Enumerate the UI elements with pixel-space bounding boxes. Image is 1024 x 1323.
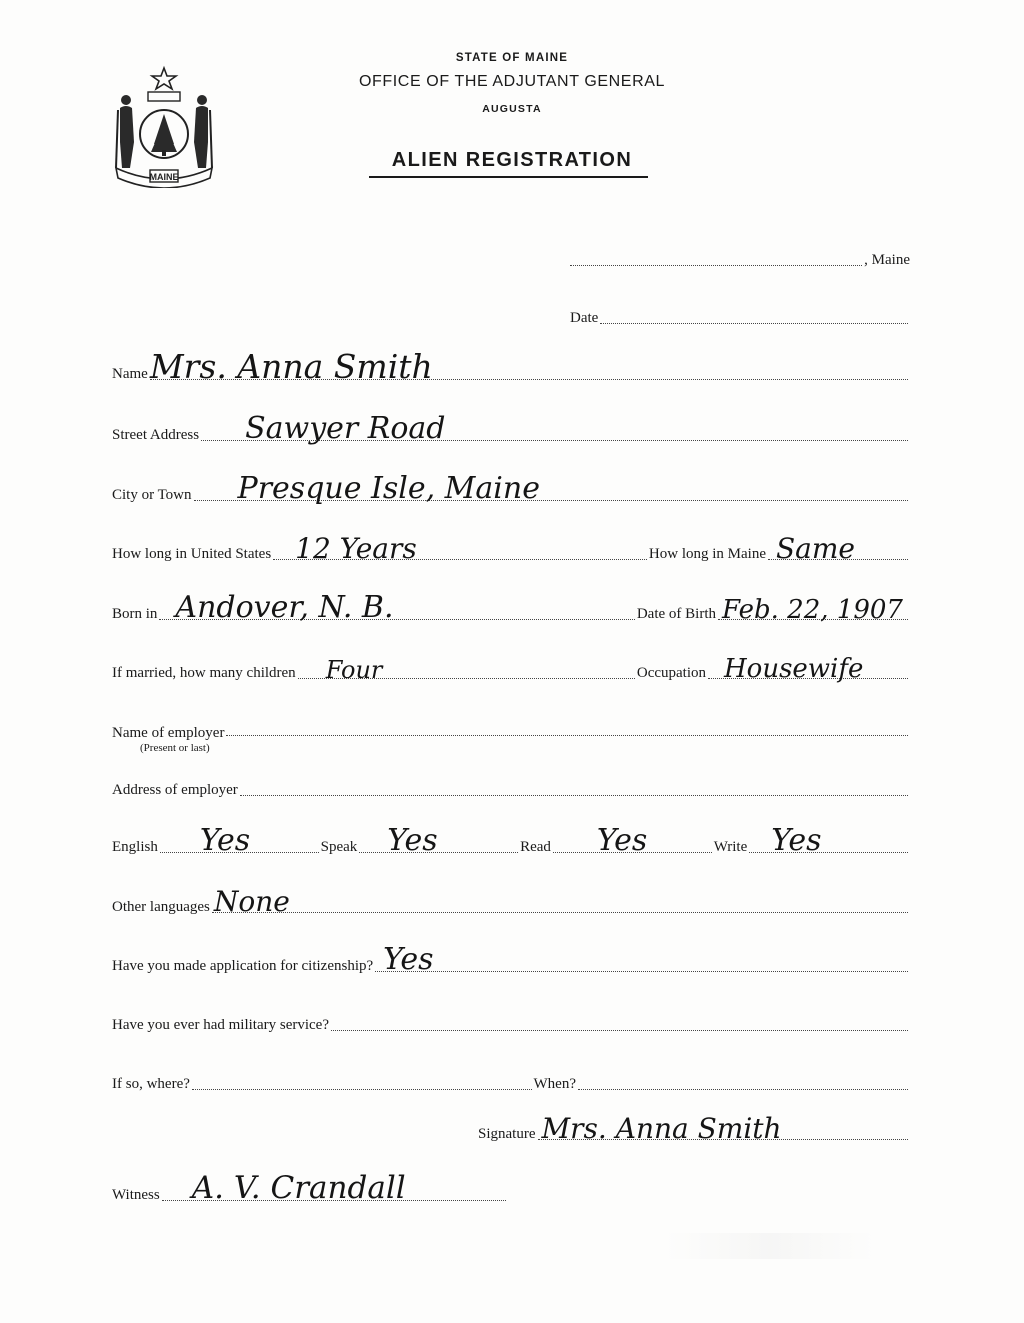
place-field[interactable] bbox=[570, 264, 862, 266]
name-value: Mrs. Anna Smith bbox=[149, 347, 433, 386]
date-label: Date bbox=[570, 310, 599, 326]
svg-text:MAINE: MAINE bbox=[149, 172, 179, 182]
employer-label bbox=[112, 726, 224, 754]
where-field[interactable] bbox=[192, 1088, 532, 1090]
form-title: ALIEN REGISTRATION bbox=[391, 149, 633, 171]
name-label: Name bbox=[112, 366, 148, 382]
when-label: When? bbox=[533, 1076, 576, 1092]
military-label: Have you ever had military service? bbox=[112, 1017, 329, 1033]
speak-field[interactable] bbox=[359, 823, 518, 858]
date-field[interactable] bbox=[600, 322, 908, 324]
speak-label: Speak bbox=[320, 839, 358, 855]
citizenship-label: Have you made application for citizenship? bbox=[112, 958, 374, 974]
birth-row bbox=[112, 590, 910, 625]
children-value: Four bbox=[325, 656, 383, 684]
born-label: Born in bbox=[112, 606, 158, 622]
citizenship-field[interactable] bbox=[375, 942, 908, 977]
office-heading: OFFICE OF THE ADJUTANT GENERAL bbox=[358, 73, 666, 90]
other-languages-row bbox=[112, 885, 910, 918]
witness-row bbox=[112, 1170, 508, 1206]
english-value: Yes bbox=[199, 823, 251, 858]
english-field[interactable] bbox=[160, 823, 319, 858]
born-field[interactable] bbox=[159, 590, 634, 625]
other-languages-field[interactable] bbox=[212, 885, 908, 918]
witness-label: Witness bbox=[112, 1187, 160, 1203]
born-value: Andover, N. B. bbox=[175, 590, 394, 625]
english-row bbox=[112, 823, 910, 858]
street-value: Sawyer Road bbox=[245, 411, 446, 446]
city-heading: AUGUSTA bbox=[482, 103, 542, 115]
city-row bbox=[112, 471, 910, 506]
children-field[interactable] bbox=[298, 656, 635, 684]
citizenship-value: Yes bbox=[383, 942, 434, 977]
employer-label-text: Name of employer bbox=[112, 725, 225, 741]
street-row bbox=[112, 411, 910, 446]
read-field[interactable] bbox=[553, 823, 712, 858]
employer-row bbox=[112, 726, 910, 754]
us-label: How long in United States bbox=[112, 546, 272, 562]
employer-address-row bbox=[112, 783, 910, 798]
dob-label: Date of Birth bbox=[636, 606, 716, 622]
us-value: 12 Years bbox=[295, 532, 417, 565]
where-label: If so, where? bbox=[112, 1076, 190, 1092]
date-row bbox=[570, 311, 910, 326]
read-value: Yes bbox=[596, 823, 648, 858]
speak-value: Yes bbox=[387, 823, 438, 858]
faded-stamp-mark bbox=[665, 1233, 875, 1259]
city-field[interactable] bbox=[194, 471, 908, 506]
employer-sublabel: (Present or last) bbox=[140, 742, 210, 754]
name-row bbox=[112, 347, 910, 386]
other-languages-value: None bbox=[213, 885, 290, 918]
employer-address-label: Address of employer bbox=[112, 782, 238, 798]
occupation-label: Occupation bbox=[636, 665, 706, 681]
citizenship-row bbox=[112, 942, 910, 977]
maine-value: Same bbox=[776, 532, 855, 565]
witness-field[interactable] bbox=[162, 1170, 506, 1206]
signature-row bbox=[478, 1112, 910, 1145]
other-languages-label: Other languages bbox=[112, 899, 210, 915]
name-field[interactable] bbox=[149, 347, 908, 386]
write-value: Yes bbox=[771, 823, 822, 858]
military-row bbox=[112, 1018, 910, 1033]
place-row bbox=[568, 253, 910, 268]
us-field[interactable] bbox=[273, 532, 647, 565]
state-heading: STATE OF MAINE bbox=[455, 52, 569, 64]
write-label: Write bbox=[713, 839, 748, 855]
employer-field[interactable] bbox=[226, 734, 908, 736]
when-field[interactable] bbox=[578, 1088, 908, 1090]
children-label: If married, how many children bbox=[112, 665, 296, 681]
title-underline bbox=[369, 176, 648, 178]
signature-value: Mrs. Anna Smith bbox=[541, 1112, 782, 1145]
employer-address-field[interactable] bbox=[240, 794, 908, 796]
place-label: , Maine bbox=[864, 252, 910, 268]
signature-field[interactable] bbox=[538, 1112, 909, 1145]
dob-value: Feb. 22, 1907 bbox=[722, 595, 903, 625]
witness-value: A. V. Crandall bbox=[191, 1170, 406, 1206]
city-value: Presque Isle, Maine bbox=[237, 471, 540, 506]
city-label: City or Town bbox=[112, 487, 192, 503]
maine-field[interactable] bbox=[768, 532, 908, 565]
occupation-field[interactable] bbox=[708, 654, 908, 684]
english-label: English bbox=[112, 839, 158, 855]
read-label: Read bbox=[520, 839, 551, 855]
residence-row bbox=[112, 532, 910, 565]
maine-label: How long in Maine bbox=[648, 546, 766, 562]
occupation-value: Housewife bbox=[724, 654, 864, 684]
write-field[interactable] bbox=[749, 823, 908, 858]
street-label: Street Address bbox=[112, 427, 200, 443]
dob-field[interactable] bbox=[718, 595, 908, 625]
signature-label: Signature bbox=[478, 1126, 536, 1142]
service-details-row bbox=[112, 1077, 910, 1092]
family-row bbox=[112, 654, 910, 684]
street-field[interactable] bbox=[201, 411, 908, 446]
military-field[interactable] bbox=[331, 1029, 908, 1031]
